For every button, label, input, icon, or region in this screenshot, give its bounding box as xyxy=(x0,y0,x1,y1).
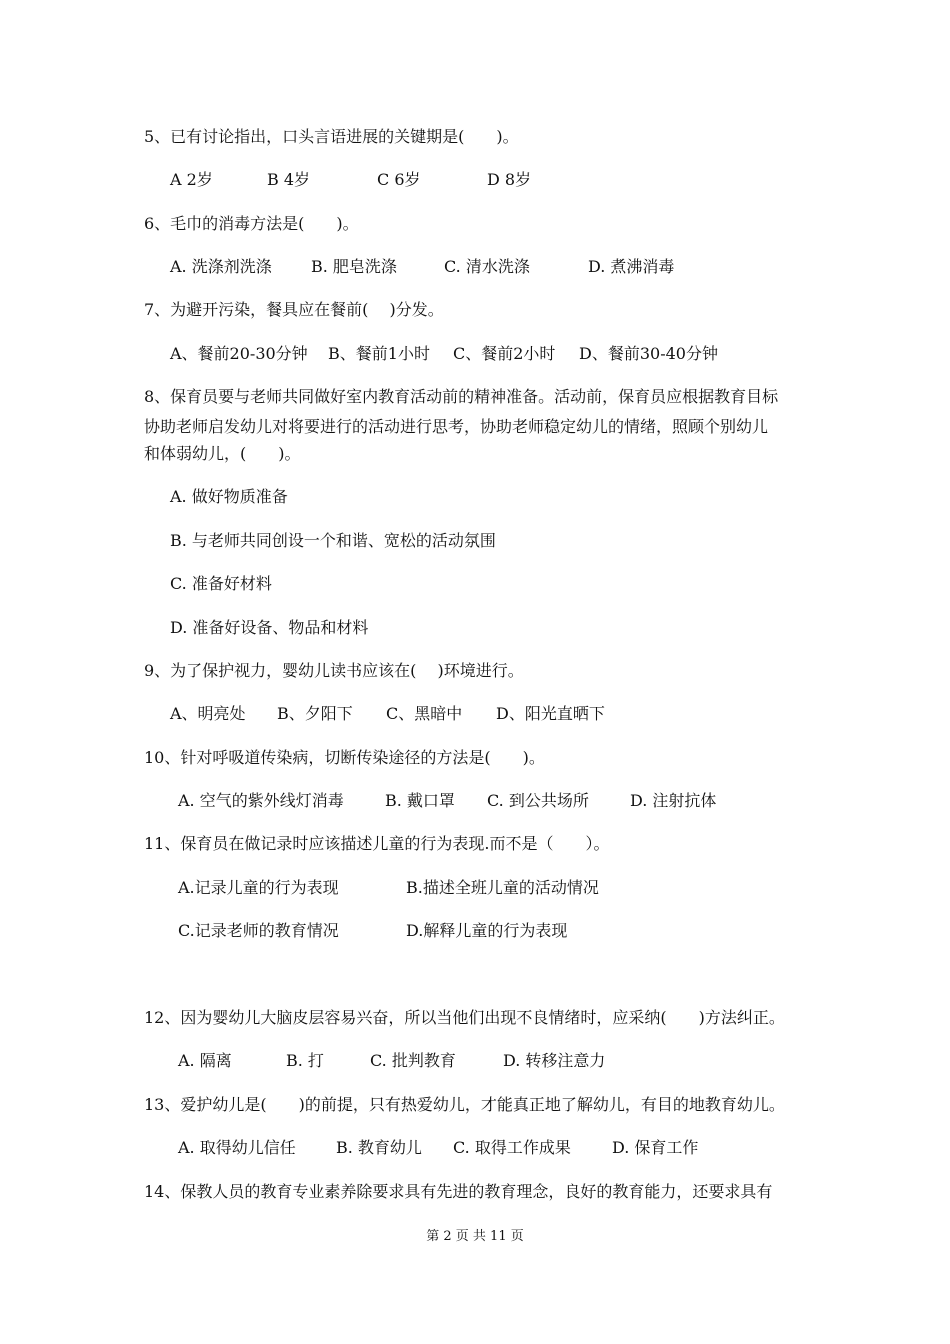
question-8-option-d: D. 准备好设备、物品和材料 xyxy=(170,618,369,637)
question-8-option-c: C. 准备好材料 xyxy=(170,574,272,593)
question-12-option-a: A. 隔离 xyxy=(178,1051,232,1070)
question-10-option-a: A. 空气的紫外线灯消毒 xyxy=(178,791,344,810)
question-9-stem: 9、为了保护视力，婴幼儿读书应该在( )环境进行。 xyxy=(144,661,524,680)
question-12-stem: 12、因为婴幼儿大脑皮层容易兴奋，所以当他们出现不良情绪时，应采纳( )方法纠正。 xyxy=(144,1008,785,1027)
question-5-option-d: D 8岁 xyxy=(487,170,532,189)
question-11-option-c: C.记录老师的教育情况 xyxy=(178,921,339,940)
question-13-option-c: C. 取得工作成果 xyxy=(453,1138,571,1157)
question-7-option-a: A、餐前20-30分钟 xyxy=(170,344,308,363)
question-9-option-a: A、明亮处 xyxy=(170,704,246,723)
question-7-option-d: D、餐前30-40分钟 xyxy=(579,344,718,363)
question-11-option-a: A.记录儿童的行为表现 xyxy=(178,878,339,897)
question-6-option-a: A. 洗涤剂洗涤 xyxy=(170,257,272,276)
question-13-option-b: B. 教育幼儿 xyxy=(336,1138,422,1157)
question-9-option-b: B、夕阳下 xyxy=(277,704,353,723)
page-number-footer: 第 2 页 共 11 页 xyxy=(426,1229,524,1244)
question-14-stem: 14、保教人员的教育专业素养除要求具有先进的教育理念，良好的教育能力，还要求具有 xyxy=(144,1182,773,1201)
question-11-stem: 11、保育员在做记录时应该描述儿童的行为表现.而不是（ ）。 xyxy=(144,834,610,853)
question-12-option-d: D. 转移注意力 xyxy=(503,1051,606,1070)
question-8-option-a: A. 做好物质准备 xyxy=(170,487,288,506)
question-5-option-b: B 4岁 xyxy=(267,170,311,189)
question-6-option-d: D. 煮沸消毒 xyxy=(588,257,675,276)
question-12-option-b: B. 打 xyxy=(286,1051,324,1070)
question-8-option-b: B. 与老师共同创设一个和谐、宽松的活动氛围 xyxy=(170,531,496,550)
question-9-option-c: C、黑暗中 xyxy=(386,704,463,723)
question-6-stem: 6、毛巾的消毒方法是( )。 xyxy=(144,214,359,233)
question-7-option-c: C、餐前2小时 xyxy=(453,344,556,363)
question-5-option-c: C 6岁 xyxy=(377,170,421,189)
question-6-option-c: C. 清水洗涤 xyxy=(444,257,530,276)
question-10-option-c: C. 到公共场所 xyxy=(487,791,589,810)
question-13-stem: 13、爱护幼儿是( )的前提，只有热爱幼儿，才能真正地了解幼儿，有目的地教育幼儿。 xyxy=(144,1095,785,1114)
question-9-option-d: D、阳光直晒下 xyxy=(496,704,605,723)
question-5-stem: 5、已有讨论指出，口头言语进展的关键期是( )。 xyxy=(144,127,519,146)
question-8-stem-line-1: 8、保育员要与老师共同做好室内教育活动前的精神准备。活动前，保育员应根据教育目标 xyxy=(144,387,779,406)
question-7-option-b: B、餐前1小时 xyxy=(328,344,430,363)
question-10-option-d: D. 注射抗体 xyxy=(630,791,717,810)
question-10-option-b: B. 戴口罩 xyxy=(385,791,455,810)
question-13-option-d: D. 保育工作 xyxy=(612,1138,699,1157)
question-13-option-a: A. 取得幼儿信任 xyxy=(178,1138,296,1157)
question-5-option-a: A 2岁 xyxy=(170,170,213,189)
question-8-stem-line-3: 和体弱幼儿，( )。 xyxy=(144,444,301,463)
question-12-option-c: C. 批判教育 xyxy=(370,1051,456,1070)
question-8-stem-line-2: 协助老师启发幼儿对将要进行的活动进行思考，协助老师稳定幼儿的情绪，照顾个别幼儿 xyxy=(144,417,769,436)
question-11-option-d: D.解释儿童的行为表现 xyxy=(406,921,568,940)
question-11-option-b: B.描述全班儿童的活动情况 xyxy=(406,878,599,897)
question-6-option-b: B. 肥皂洗涤 xyxy=(311,257,397,276)
question-10-stem: 10、针对呼吸道传染病，切断传染途径的方法是( )。 xyxy=(144,748,545,767)
question-7-stem: 7、为避开污染，餐具应在餐前( )分发。 xyxy=(144,300,444,319)
